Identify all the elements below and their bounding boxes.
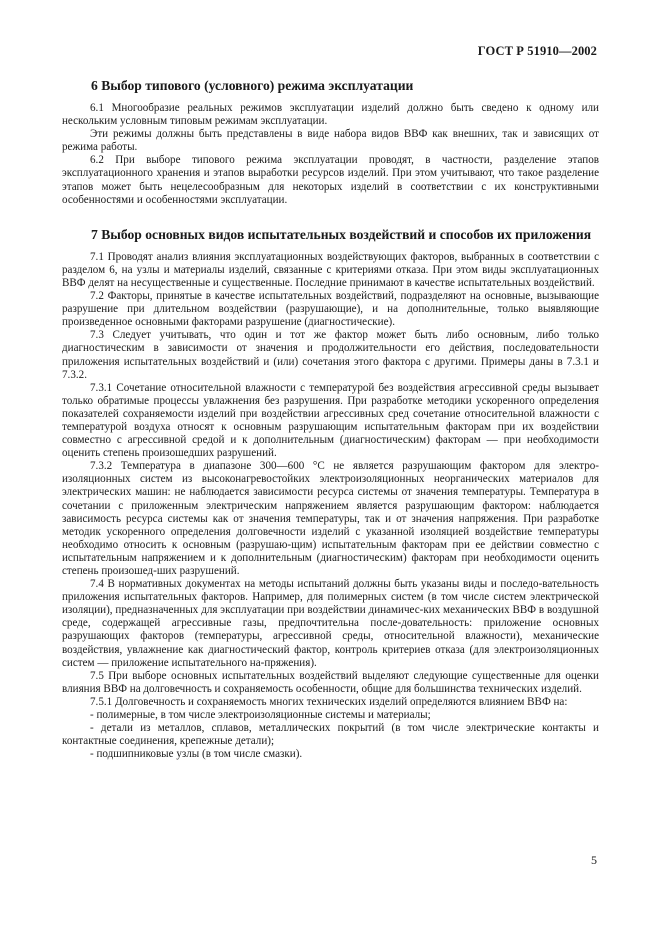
section-6-heading: 6 Выбор типового (условного) режима эксплуатации xyxy=(91,78,414,93)
paragraph-7-3-2: 7.3.2 Температура в диапазоне 300—600 °С не является разрушающим фактором для электро-изоляционных систем из высоконагревостойких электроизоляционных неорганических материалов для электрических машин: не наблюдается зависимости ресурса системы от значения температуры. Температура в сочетании с приложенным электрическим напряжением является разрушающим фактором: наблюдается зависимость ресурса системы как от значения температуры, так и от значения напряжения. При разработке методик ускоренного определения долговечности изделий с указанной изоляцией воздействие температуры необходимо относить к основным (разрушаю-щим) испытательным факторам при ее действии совместно с испытательным напряжением и к дополнительным (диагностическим) факторам при необходимости оценить степень произошед-ших разрушений. xyxy=(62,460,599,577)
list-item: - подшипниковые узлы (в том числе смазки). xyxy=(90,748,303,761)
paragraph-7-3-1: 7.3.1 Сочетание относительной влажности с температурой без воздействия агрессивной среды вызывает только обратимые процессы увлажнения без разрушения. При разработке методики ускоренного определения показателей сохраняемости изделий при воздействии агрессивных сред сочетание относительной влажности с температурой воздуха относят к основным разрушающим испытательным факторам при их воздействии совместно с агрессивной средой и к дополнительным (диагностическим) факторам — при необходимости оценить степень произошедших разрушений. xyxy=(62,381,599,460)
paragraph-7-1: 7.1 Проводят анализ влияния эксплуатационных воздействующих факторов, выбранных в соответствии с разделом 6, на узлы и материалы изделий, связанные с критериями отказа. При этом виды эксплуатационных ВВФ делят на несущественные и существенные. Последние принимают в качестве испытательных воздействий. xyxy=(62,250,599,289)
paragraph-6-1: 6.1 Многообразие реальных режимов эксплуатации изделий должно быть сведено к одному или нескольким условным типовым режимам эксплуатации. xyxy=(62,102,599,128)
paragraph-6-1-cont: Эти режимы должны быть представлены в виде набора видов ВВФ как внешних, так и зависящих от режима работы. xyxy=(62,128,599,154)
section-7-heading: 7 Выбор основных видов испытательных воздействий и способов их приложения xyxy=(91,226,592,242)
page-number: 5 xyxy=(591,853,597,867)
document-code-header: ГОСТ Р 51910—2002 xyxy=(477,44,597,58)
document-body xyxy=(62,70,599,761)
paragraph-7-5: 7.5 При выборе основных испытательных воздействий выделяют следующие существенные для оценки влияния ВВФ на долговечность и сохраняемость особенности, общие для большинства технических изделий. xyxy=(62,669,599,695)
list-item: - полимерные, в том числе электроизоляционные системы и материалы; xyxy=(90,709,431,722)
paragraph-7-2: 7.2 Факторы, принятые в качестве испытательных воздействий, подразделяют на основные, вызывающие разрушение при длительном воздействии (разрушающие), и на дополнительные, только выявляющие произведенное основными факторами разрушение (диагностические). xyxy=(62,290,599,329)
paragraph-7-3: 7.3 Следует учитывать, что один и тот же фактор может быть либо основным, либо только диагностическим в зависимости от значения и продолжительности его действия, последовательности приложения испытательных воздействий и (или) сочетания этого фактора с другими. Примеры даны в 7.3.1 и 7.3.2. xyxy=(62,329,599,381)
paragraph-7-4: 7.4 В нормативных документах на методы испытаний должны быть указаны виды и последо-вательность приложения испытательных факторов. Например, для полимерных систем (в том числе систем электрической изоляции), предназначенных для эксплуатации при воздействии динамичес-ких механических ВВФ в воздушной среде, содержащей агрессивные газы, предпочтительна после-довательность: приложение основных разрушающих факторов (температуры, агрессивной среды, относительной влажности), механические воздействия, увлажнение как диагностический фактор, контроль критериев отказа (для электроизоляционных систем — приложение испытательного на-пряжения). xyxy=(62,578,599,669)
paragraph-7-5-1: 7.5.1 Долговечность и сохраняемость многих технических изделий определяются влиянием ВВФ на: xyxy=(90,695,568,708)
list-item: - детали из металлов, сплавов, металлических покрытий (в том числе электрические контакты и контактные соединения, крепежные детали); xyxy=(62,722,599,748)
paragraph-6-2: 6.2 При выборе типового режима эксплуатации проводят, в частности, разделение этапов эксплуатационного хранения и этапов выработки ресурсов изделий. При этом учитывают, что такое разделение этапов может быть нецелесообразным для некоторых изделий в соответствии с их конструктивными особенностями и особенностями эксплуатации. xyxy=(62,154,599,206)
